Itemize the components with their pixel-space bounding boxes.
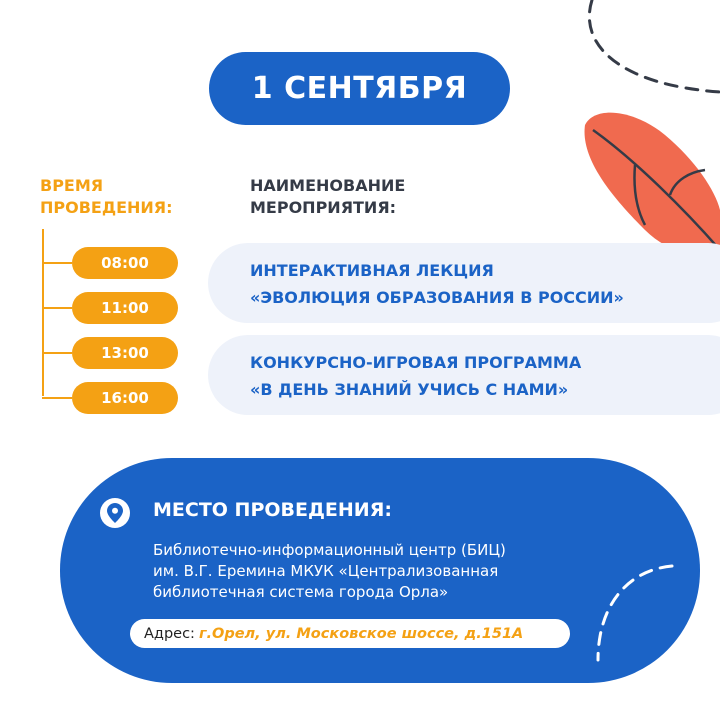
dashed-arc-bottom xyxy=(588,560,678,670)
address-label: Адрес: xyxy=(144,625,195,642)
autumn-leaf-icon xyxy=(575,100,720,260)
dashed-arc-top xyxy=(560,0,720,110)
timeline-tick xyxy=(42,397,72,399)
venue-title: МЕСТО ПРОВЕДЕНИЯ: xyxy=(153,499,392,521)
time-header: ВРЕМЯ ПРОВЕДЕНИЯ: xyxy=(40,176,173,217)
time-badge: 13:00 xyxy=(72,337,178,369)
time-badge: 16:00 xyxy=(72,382,178,414)
address-value: г.Орел, ул. Московское шоссе, д.151А xyxy=(198,625,524,642)
timeline-tick xyxy=(42,262,72,264)
timeline-line xyxy=(42,229,44,396)
event-title: КОНКУРСНО-ИГРОВАЯ ПРОГРАММА «В ДЕНЬ ЗНАНИЙ УЧИСЬ С НАМИ» xyxy=(250,353,582,399)
location-pin-icon xyxy=(100,498,130,528)
address-bar xyxy=(130,619,570,648)
time-badge: 11:00 xyxy=(72,292,178,324)
venue-description: Библиотечно-информационный центр (БИЦ) им. В.Г. Еремина МКУК «Централизованная библиотечная система города Орла» xyxy=(153,541,506,601)
time-badge: 08:00 xyxy=(72,247,178,279)
date-badge: 1 СЕНТЯБРЯ xyxy=(209,52,510,125)
event-title: ИНТЕРАКТИВНАЯ ЛЕКЦИЯ «ЭВОЛЮЦИЯ ОБРАЗОВАНИЯ В РОССИИ» xyxy=(250,261,624,307)
timeline-tick xyxy=(42,307,72,309)
event-name-header: НАИМЕНОВАНИЕ МЕРОПРИЯТИЯ: xyxy=(250,176,406,217)
timeline-tick xyxy=(42,352,72,354)
